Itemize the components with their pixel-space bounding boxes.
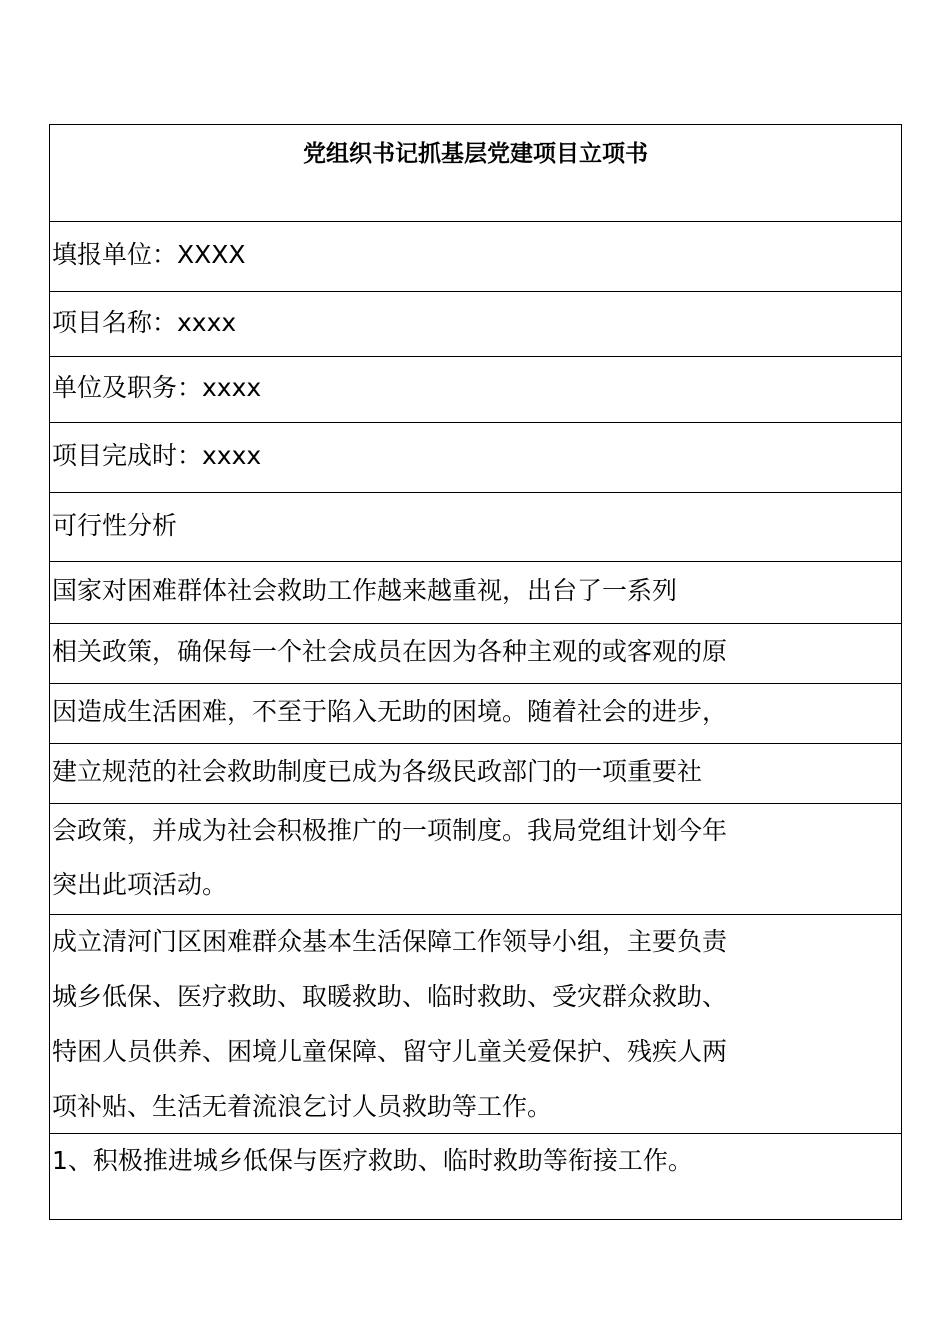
text-line: 相关政策，确保每一个社会成员在因为各种主观的或客观的原 xyxy=(52,637,728,666)
paragraph-1-line-5-row xyxy=(50,804,902,915)
unit-field: 填报单位：XXXX xyxy=(52,240,246,269)
completion-field: 项目完成时：xxxx xyxy=(52,441,262,470)
item-1-text: 1、积极推进城乡低保与医疗救助、临时救助等衔接工作。 xyxy=(52,1146,693,1175)
paragraph-1-line-2-row xyxy=(50,624,902,684)
paragraph-1-line-3-row xyxy=(50,684,902,744)
text-line: 突出此项活动。 xyxy=(52,870,228,899)
unit-row xyxy=(50,222,902,292)
text-line: 建立规范的社会救助制度已成为各级民政部门的一项重要社 xyxy=(52,757,703,786)
text-line: 国家对困难群体社会救助工作越来越重视，出台了一系列 xyxy=(52,576,678,605)
project-name-field: 项目名称：xxxx xyxy=(52,308,237,337)
text-line: 会政策，并成为社会积极推广的一项制度。我局党组计划今年 xyxy=(52,816,728,845)
text-line: 成立清河门区困难群众基本生活保障工作领导小组，主要负责 xyxy=(52,927,728,956)
project-form-table xyxy=(49,124,902,1220)
text-line: 项补贴、生活无着流浪乞讨人员救助等工作。 xyxy=(52,1092,553,1121)
position-field: 单位及职务：xxxx xyxy=(52,373,262,402)
paragraph-1-line-4-row xyxy=(50,744,902,804)
text-line: 因造成生活困难，不至于陷入无助的困境。随着社会的进步， xyxy=(52,697,728,726)
position-row xyxy=(50,357,902,423)
feasibility-heading: 可行性分析 xyxy=(52,511,178,540)
item-1-row xyxy=(50,1134,902,1220)
title-cell xyxy=(50,125,902,222)
paragraph-2-row xyxy=(50,915,902,1134)
text-line: 城乡低保、医疗救助、取暖救助、临时救助、受灾群众救助、 xyxy=(52,982,728,1011)
project-name-row xyxy=(50,292,902,357)
text-line: 特困人员供养、困境儿童保障、留守儿童关爱保护、残疾人两 xyxy=(52,1037,728,1066)
completion-row xyxy=(50,423,902,493)
document-title: 党组织书记抓基层党建项目立项书 xyxy=(303,141,648,167)
feasibility-row xyxy=(50,493,902,562)
paragraph-1-line-1-row xyxy=(50,562,902,624)
